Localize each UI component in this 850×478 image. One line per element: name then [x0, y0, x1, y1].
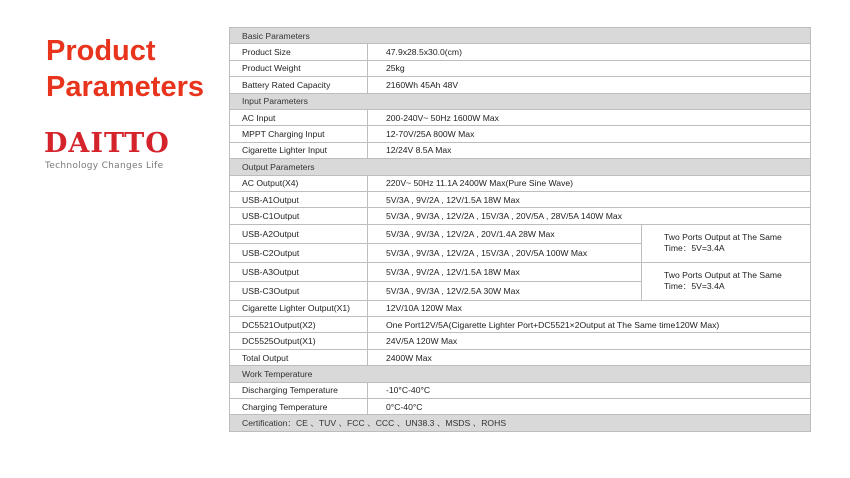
spec-table: [229, 27, 811, 432]
row-value: 220V~ 50Hz 11.1A 2400W Max(Pure Sine Wave): [368, 175, 811, 191]
table-row: [230, 126, 811, 142]
row-label: AC Input: [230, 109, 368, 125]
page-title-line2: Parameters: [46, 71, 204, 103]
row-label: AC Output(X4): [230, 175, 368, 191]
section-header: Input Parameters: [230, 93, 811, 109]
table-row: [230, 333, 811, 349]
section-header: Output Parameters: [230, 159, 811, 175]
page-title: [46, 33, 204, 105]
table-row: [230, 208, 811, 224]
table-row: [230, 109, 811, 125]
section-work-temperature: [230, 366, 811, 382]
row-value: 200-240V~ 50Hz 1600W Max: [368, 109, 811, 125]
row-value: 2400W Max: [368, 349, 811, 365]
certification-row: [230, 415, 811, 431]
row-label: USB-C3Output: [230, 281, 368, 300]
row-label: DC5525Output(X1): [230, 333, 368, 349]
certification-text: Certification：CE 、TUV 、FCC 、CCC 、UN38.3 、MSDS 、ROHS: [230, 415, 811, 431]
table-row: [230, 142, 811, 158]
table-row: [230, 317, 811, 333]
table-row: [230, 77, 811, 93]
table-row: [230, 262, 811, 281]
row-label: Cigarette Lighter Input: [230, 142, 368, 158]
row-label: USB-C1Output: [230, 208, 368, 224]
row-value: 47.9x28.5x30.0(cm): [368, 44, 811, 60]
row-value: 5V/3A , 9V/3A , 12V/2.5A 30W Max: [368, 281, 642, 300]
row-value: -10°C-40°C: [368, 382, 811, 398]
row-value: 2160Wh 45Ah 48V: [368, 77, 811, 93]
table-row: [230, 349, 811, 365]
section-basic: [230, 28, 811, 44]
table-row: [230, 399, 811, 415]
row-label: MPPT Charging Input: [230, 126, 368, 142]
row-value: 12V/10A 120W Max: [368, 300, 811, 316]
row-label: Discharging Temperature: [230, 382, 368, 398]
shared-note-line1: Two Ports Output at The Same: [664, 232, 782, 243]
row-label: USB-A2Output: [230, 224, 368, 243]
brand-logo: DAITTO: [44, 128, 170, 159]
row-label: USB-A1Output: [230, 191, 368, 207]
table-row: [230, 300, 811, 316]
section-header: Basic Parameters: [230, 28, 811, 44]
table-row: [230, 191, 811, 207]
row-value: 5V/3A , 9V/2A , 12V/1.5A 18W Max: [368, 191, 811, 207]
table-row: [230, 175, 811, 191]
section-input: [230, 93, 811, 109]
shared-note-line1: Two Ports Output at The Same: [664, 270, 782, 281]
row-label: Product Weight: [230, 60, 368, 76]
row-value: 0°C-40°C: [368, 399, 811, 415]
table-row: [230, 60, 811, 76]
row-value: 5V/3A , 9V/2A , 12V/1.5A 18W Max: [368, 262, 642, 281]
section-header: Work Temperature: [230, 366, 811, 382]
page-title-line1: Product: [46, 35, 156, 67]
row-value: 5V/3A , 9V/3A , 12V/2A , 15V/3A , 20V/5A , 28V/5A 140W Max: [368, 208, 811, 224]
row-value: One Port12V/5A(Cigarette Lighter Port+DC5521×2Output at The Same time120W Max): [368, 317, 811, 333]
table-row: [230, 44, 811, 60]
row-label: DC5521Output(X2): [230, 317, 368, 333]
shared-note: [642, 224, 811, 262]
row-label: Cigarette Lighter Output(X1): [230, 300, 368, 316]
row-label: Charging Temperature: [230, 399, 368, 415]
shared-note: [642, 262, 811, 300]
section-output: [230, 159, 811, 175]
row-value: 12-70V/25A 800W Max: [368, 126, 811, 142]
row-label: USB-A3Output: [230, 262, 368, 281]
row-label: Product Size: [230, 44, 368, 60]
row-value: 25kg: [368, 60, 811, 76]
table-row: [230, 224, 811, 243]
row-value: 5V/3A , 9V/3A , 12V/2A , 20V/1.4A 28W Max: [368, 224, 642, 243]
row-label: USB-C2Output: [230, 243, 368, 262]
shared-note-line2: Time：5V=3.4A: [664, 243, 725, 254]
row-value: 5V/3A , 9V/3A , 12V/2A , 15V/3A , 20V/5A 100W Max: [368, 243, 642, 262]
row-value: 12/24V 8.5A Max: [368, 142, 811, 158]
row-label: Battery Rated Capacity: [230, 77, 368, 93]
brand-tagline: Technology Changes Life: [45, 161, 164, 171]
row-value: 24V/5A 120W Max: [368, 333, 811, 349]
table-row: [230, 382, 811, 398]
row-label: Total Output: [230, 349, 368, 365]
shared-note-line2: Time：5V=3.4A: [664, 281, 725, 292]
